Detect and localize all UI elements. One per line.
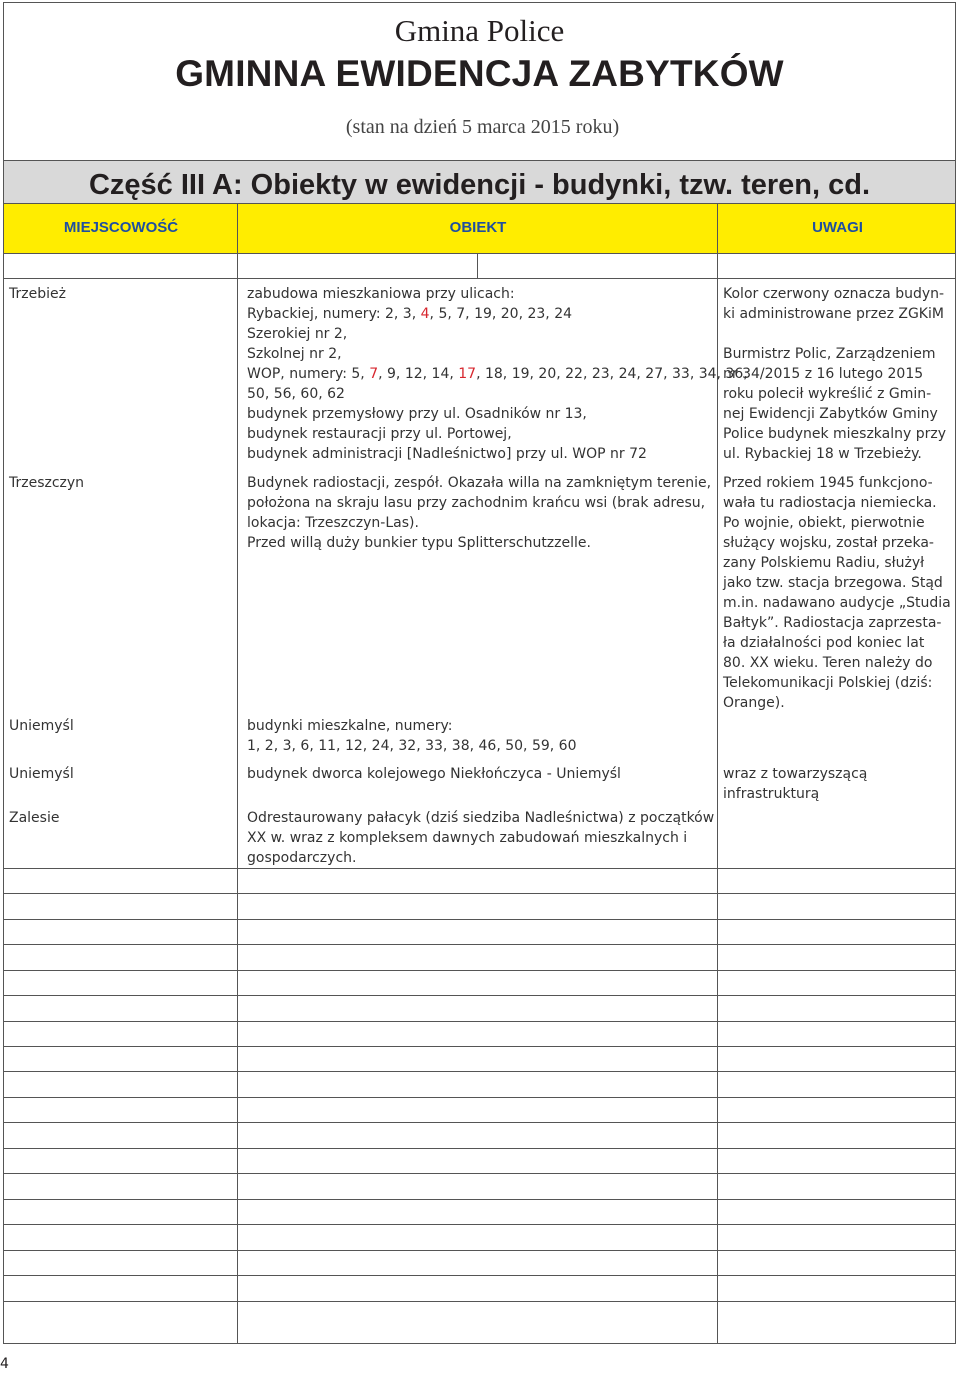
notes-line: roku polecił wykreślić z Gmin- [723,386,932,402]
grid-line [3,995,956,996]
notes-line: Kolor czerwony oznacza budyn- [723,286,945,302]
notes-line: służący wojsku, został przeka- [723,535,934,551]
row-place: Trzeszczyn [9,475,85,491]
object-line: budynki mieszkalne, numery: [247,718,453,734]
notes-line: infrastrukturą [723,786,820,802]
grid-line [3,1199,956,1200]
notes-line: Police budynek mieszkalny przy [723,426,947,442]
grid-line [3,1021,956,1022]
grid-line [3,868,956,869]
notes-line: 80. XX wieku. Teren należy do [723,655,933,671]
object-line: położona na skraju lasu przy zachodnim krańcu wsi (brak adresu, [247,495,706,511]
column-header-row [3,203,956,254]
notes-line: Burmistrz Polic, Zarządzeniem [723,346,936,362]
document-page [3,2,956,1344]
grid-line [3,970,956,971]
object-line: budynek restauracji przy ul. Portowej, [247,426,512,442]
object-line: budynek dworca kolejowego Niekłończyca - Uniemyśl [247,766,621,782]
row-place: Zalesie [9,810,60,826]
section-band [3,161,956,203]
grid-line [3,944,956,945]
grid-line [3,1275,956,1276]
column-header-place: MIEJSCOWOŚĆ [63,219,179,236]
object-line: zabudowa mieszkaniowa przy ulicach: [247,286,515,302]
notes-line: zany Polskiemu Radiu, służył [723,555,925,571]
object-line: Szerokiej nr 2, [247,326,348,342]
grid-line [3,1224,956,1225]
notes-line: ła działalności pod koniec lat [723,635,925,651]
section-title: Część III A: Obiekty w ewidencji - budynki, tzw. teren, cd. [88,169,871,201]
object-line: Rybackiej, numery: 2, 3, 4, 5, 7, 19, 20, 23, 24 [247,306,573,322]
grid-line [3,1097,956,1098]
date-note: (stan na dzień 5 marca 2015 roku) [345,116,620,138]
grid-line [3,1301,956,1302]
row-place: Trzebież [9,286,66,302]
grid-line [3,278,956,279]
grid-line [3,1046,956,1047]
notes-line: Telekomunikacji Polskiej (dziś: [723,675,933,691]
object-line: 1, 2, 3, 6, 11, 12, 24, 32, 33, 38, 46, 50, 59, 60 [247,738,577,754]
notes-line: Orange). [723,695,785,711]
column-header-object: OBIEKT [449,219,507,236]
row-place: Uniemyśl [9,718,74,734]
object-line: gospodarczych. [247,850,357,866]
grid-line [3,919,956,920]
column-header-notes: UWAGI [812,219,863,236]
notes-line: ul. Rybackiej 18 w Trzebieży. [723,446,922,462]
notes-line: jako tzw. stacja brzegowa. Stąd [723,575,943,591]
notes-line: nej Ewidencji Zabytków Gminy [723,406,938,422]
page-number: 4 [0,1356,9,1372]
object-line: Budynek radiostacji, zespół. Okazała willa na zamkniętym terenie, [247,475,712,491]
object-line: Odrestaurowany pałacyk (dziś siedziba Nadleśnictwa) z początków [247,810,715,826]
grid-line [3,1250,956,1251]
notes-line: Przed rokiem 1945 funkcjono- [723,475,933,491]
row-place: Uniemyśl [9,766,74,782]
grid-line [3,1071,956,1072]
municipality-title: Gmina Police [394,13,565,48]
grid-line [3,1148,956,1149]
grid-line [3,1173,956,1174]
document-header [3,2,956,161]
object-line: WOP, numery: 5, 7, 9, 12, 14, 17, 18, 19, 20, 22, 23, 24, 27, 33, 34, 36, [247,366,748,382]
object-line: budynek przemysłowy przy ul. Osadników nr 13, [247,406,587,422]
notes-line: ki administrowane przez ZGKiM [723,306,944,322]
object-line: 50, 56, 60, 62 [247,386,345,402]
object-line: budynek administracji [Nadleśnictwo] przy ul. WOP nr 72 [247,446,647,462]
grid-line [3,1343,956,1344]
notes-line: Po wojnie, obiekt, pierwotnie [723,515,925,531]
object-line: XX w. wraz z kompleksem dawnych zabudowań mieszkalnych i [247,830,688,846]
object-line: Szkolnej nr 2, [247,346,342,362]
notes-line: m.in. nadawano audycje „Studia [723,595,951,611]
notes-line: nr 34/2015 z 16 lutego 2015 [723,366,924,382]
grid-line [3,1122,956,1123]
grid-tick [477,254,478,278]
object-line: lokacja: Trzeszczyn-Las). [247,515,419,531]
object-line: Przed willą duży bunkier typu Splitterschutzzelle. [247,535,591,551]
grid-line [3,893,956,894]
notes-line: wała tu radiostacja niemiecka. [723,495,937,511]
notes-line: wraz z towarzyszącą [723,766,868,782]
notes-line: Bałtyk”. Radiostacja zaprzesta- [723,615,942,631]
register-title: GMINNA EWIDENCJA ZABYTKÓW [175,53,784,94]
